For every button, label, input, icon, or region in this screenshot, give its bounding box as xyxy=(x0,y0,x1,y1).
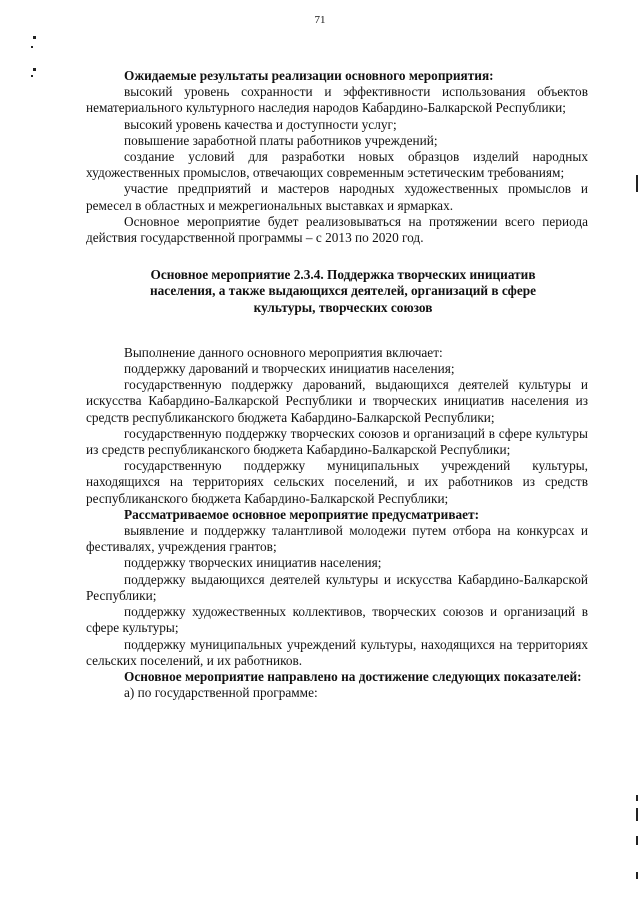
margin-line xyxy=(636,175,638,192)
includes-item: государственную поддержку творческих союзов и организаций в сфере культуры из средств республиканского бюджета Кабардино-Балкарской Республики; xyxy=(86,425,588,458)
document-body xyxy=(86,68,588,701)
section2-intro: Выполнение данного основного мероприятия включает: xyxy=(124,344,443,360)
result-paragraph: высокий уровень качества и доступности услуг; xyxy=(124,116,397,132)
page-number: 71 xyxy=(314,14,326,26)
includes-item: государственную поддержку муниципальных учреждений культуры, находящихся на территориях сельских поселений, и их работников из средств республиканского бюджета Кабардино-Балкарской Республики; xyxy=(86,458,588,506)
scan-speck xyxy=(31,46,33,48)
provides-item: поддержку выдающихся деятелей культуры и искусства Кабардино-Балкарской Республики; xyxy=(86,571,588,603)
margin-line xyxy=(636,836,638,845)
result-paragraph: создание условий для разработки новых образцов изделий народных художественных промыслов, отвечающих современным эстетическим требованиям; xyxy=(86,149,588,181)
provides-heading: Рассматриваемое основное мероприятие предусматривает: xyxy=(124,506,480,522)
margin-line xyxy=(636,795,638,801)
result-paragraph: высокий уровень сохранности и эффективности использования объектов нематериального культурного наследия народов Кабардино-Балкарской Республики; xyxy=(86,84,588,116)
provides-item: поддержку художественных коллективов, творческих союзов и организаций в сфере культуры; xyxy=(86,604,588,636)
result-paragraph: участие предприятий и мастеров народных художественных промыслов и ремесел в областных и межрегиональных выставках и ярмарках. xyxy=(86,181,588,213)
provides-item: поддержку муниципальных учреждений культуры, находящихся на территориях сельских поселений, и их работников. xyxy=(86,636,588,668)
section2-title: Основное мероприятие 2.3.4. Поддержка творческих инициатив населения, а также выдающихся деятелей, организаций в сфере культуры, творческих союзов xyxy=(149,267,537,315)
scan-speck xyxy=(33,36,36,39)
indicator-a: а) по государственной программе: xyxy=(124,685,318,701)
provides-item: выявление и поддержку талантливой молодежи путем отбора на конкурсах и фестивалях, учреждения грантов; xyxy=(86,523,588,555)
scan-speck xyxy=(31,75,33,77)
margin-line xyxy=(636,808,638,821)
scan-speck xyxy=(33,68,36,71)
indicators-heading: Основное мероприятие направлено на достижение следующих показателей: xyxy=(124,668,582,684)
margin-line xyxy=(636,872,638,879)
provides-item: поддержку творческих инициатив населения; xyxy=(124,555,382,571)
includes-item: поддержку дарований и творческих инициатив населения; xyxy=(124,361,455,377)
section1-heading: Ожидаемые результаты реализации основного мероприятия: xyxy=(124,68,494,83)
includes-item: государственную поддержку дарований, выдающихся деятелей культуры и искусства Кабардино-Балкарской Республики и творческих инициатив населения из средств республиканского бюджета Кабардино-Балкарской Республики; xyxy=(86,377,588,425)
result-paragraph: Основное мероприятие будет реализовываться на протяжении всего периода действия государственной программы – с 2013 по 2020 год. xyxy=(86,213,588,246)
result-paragraph: повышение заработной платы работников учреждений; xyxy=(124,132,438,148)
